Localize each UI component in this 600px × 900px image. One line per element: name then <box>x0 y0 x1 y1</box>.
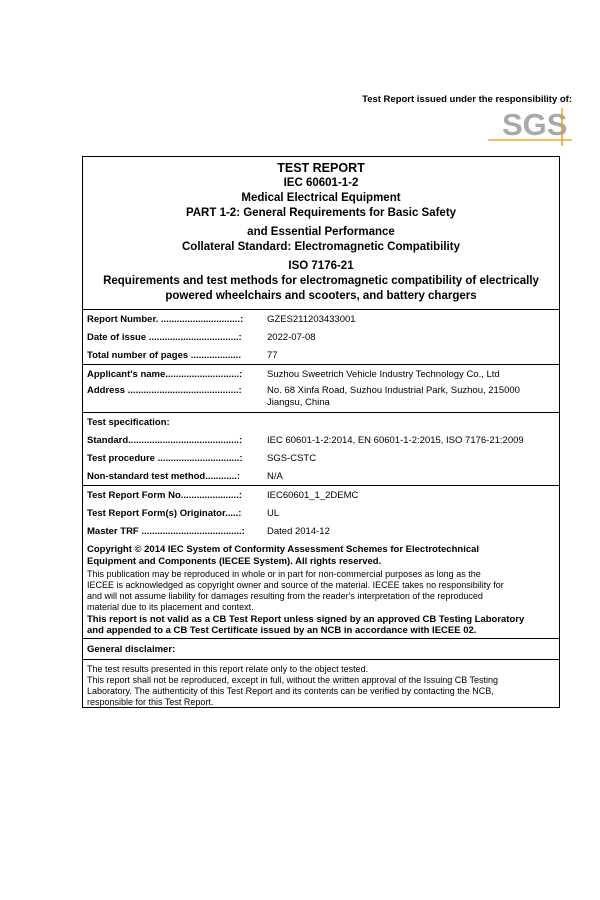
procedure-value: SGS-CSTC <box>267 452 317 464</box>
nonstandard-row <box>83 467 559 485</box>
originator-row <box>83 504 559 522</box>
sgs-logo <box>488 106 572 146</box>
standard-subject: Medical Electrical Equipment <box>241 192 401 204</box>
nonstandard-value: N/A <box>267 470 283 482</box>
procedure-label: Test procedure ...............................: <box>87 452 243 464</box>
pages-label: Total number of pages ................... <box>87 349 241 361</box>
master-trf-label: Master TRF ......................................: <box>87 525 245 537</box>
cb-validity-line2: and appended to a CB Test Certificate issued by an NCB in accordance with IECEE 02. <box>87 625 477 636</box>
copyright-line1: This publication may be reproduced in whole or in part for non-commercial purposes as long as the <box>87 569 481 579</box>
applicant-row <box>83 365 559 383</box>
test-report-box <box>82 156 560 708</box>
pages-row <box>83 346 559 364</box>
nonstandard-label: Non-standard test method............: <box>87 470 241 482</box>
date-row <box>83 328 559 346</box>
copyright-line3: and will not assume liability for damages resulting from the reader's interpretation of the reproduced <box>87 591 483 601</box>
standard-part-cont: and Essential Performance <box>247 226 395 238</box>
test-spec-title <box>83 413 559 431</box>
trf-no-label: Test Report Form No......................: <box>87 489 243 501</box>
disclaimer-line2: This report shall not be reproduced, except in full, without the written approval of the Issuing CB Testing <box>87 675 499 685</box>
standard-label: Standard..........................................: <box>87 434 243 446</box>
trf-no-row <box>83 486 559 504</box>
copyright-title <box>83 540 559 569</box>
address-row <box>83 383 559 412</box>
originator-value: UL <box>267 507 280 519</box>
address-value <box>265 385 555 408</box>
standard-value: IEC 60601-1-2:2014, EN 60601-1-2:2015, ISO 7176-21:2009 <box>267 434 524 446</box>
copyright-line2: IECEE is acknowledged as copyright owner and source of the material. IECEE takes no responsibility for <box>87 580 504 590</box>
sgs-logo-lines <box>488 106 572 146</box>
applicant-value: Suzhou Sweetrich Vehicle Industry Technology Co., Ltd <box>267 368 500 380</box>
issued-under-text: Test Report issued under the responsibility of: <box>362 94 572 105</box>
report-title-block <box>83 157 559 309</box>
disclaimer-paragraph <box>83 660 559 708</box>
pages-value: 77 <box>267 349 278 361</box>
originator-label: Test Report Form(s) Originator.....: <box>87 507 242 519</box>
iso-title-line2: powered wheelchairs and scooters, and battery chargers <box>165 290 477 302</box>
cb-validity-note <box>83 613 559 636</box>
sgs-logo-text: SGS <box>502 107 568 142</box>
standard-row <box>83 431 559 449</box>
copyright-line4: material due to its placement and context. <box>87 602 254 612</box>
date-value: 2022-07-08 <box>267 331 316 343</box>
disclaimer-line3: Laboratory. The authenticity of this Test Report and its contents can be verified by contacting the NCB, <box>87 686 494 696</box>
report-number-row <box>83 310 559 328</box>
copyright-title-line2: Equipment and Components (IECEE System). All rights reserved. <box>87 555 382 567</box>
trf-no-value: IEC60601_1_2DEMC <box>267 489 359 501</box>
address-line1: No. 68 Xinfa Road, Suzhou Industrial Park, Suzhou, 215000 <box>267 385 520 396</box>
copyright-title-line1: Copyright © 2014 IEC System of Conformity Assessment Schemes for Electrotechnical <box>87 544 480 555</box>
standard-part: PART 1-2: General Requirements for Basic Safety <box>185 207 457 219</box>
address-line2: Jiangsu, China <box>267 396 330 408</box>
disclaimer-line1: The test results presented in this report relate only to the object tested. <box>87 664 369 674</box>
test-spec-label: Test specification: <box>87 416 170 428</box>
address-label: Address ..........................................: <box>87 385 242 396</box>
cb-validity-line1: This report is not valid as a CB Test Report unless signed by an approved CB Testing Laboratory <box>87 614 525 625</box>
disclaimer-title: General disclaimer: <box>87 644 176 655</box>
report-number-label: Report Number. ..............................: <box>87 313 244 325</box>
procedure-row <box>83 449 559 467</box>
copyright-paragraph <box>83 569 559 613</box>
iso-title-line1: Requirements and test methods for electromagnetic compatibility of electrically <box>103 275 539 287</box>
report-title: TEST REPORT <box>277 161 365 175</box>
standard-number: IEC 60601-1-2 <box>283 177 359 189</box>
iso-number: ISO 7176-21 <box>288 260 354 272</box>
master-trf-row <box>83 522 559 540</box>
collateral-standard: Collateral Standard: Electromagnetic Compatibility <box>182 241 460 253</box>
disclaimer-line4: responsible for this Test Report. <box>87 697 214 707</box>
master-trf-value: Dated 2014-12 <box>267 525 330 537</box>
report-number-value: GZES211203433001 <box>267 313 356 325</box>
date-label: Date of issue ..................................: <box>87 331 242 343</box>
applicant-label: Applicant's name............................: <box>87 368 243 380</box>
